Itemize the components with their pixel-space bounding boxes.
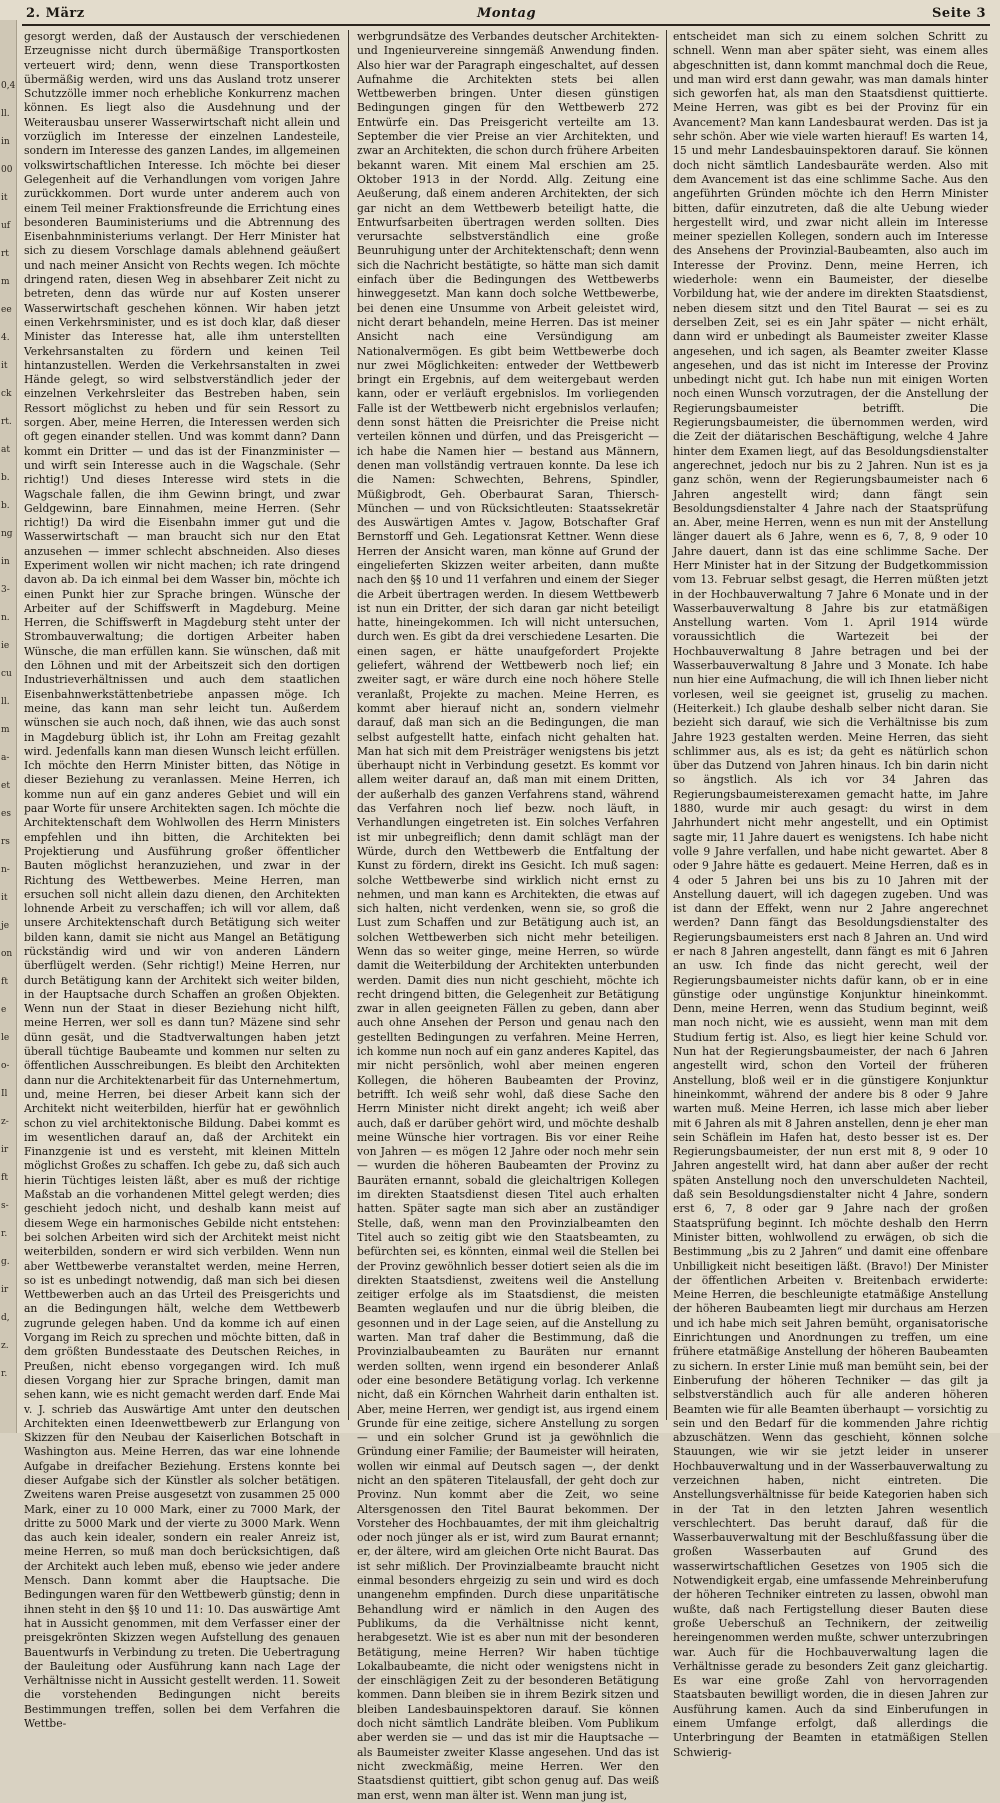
gutter-fragment: d, [1,1313,10,1323]
gutter-fragment: g. [1,1257,10,1267]
gutter-fragment: ng [1,529,13,539]
gutter-fragment: m [1,277,10,287]
gutter-fragment: cu [1,669,12,679]
header-date: 2. März [26,6,85,21]
gutter-fragment: je [1,921,10,931]
gutter-fragment: e [1,1005,7,1015]
text-column-3 [673,30,988,1759]
gutter-fragment: n- [1,865,10,875]
gutter-fragment: es [1,809,11,819]
gutter-fragment: n. [1,613,10,623]
gutter-fragment: rt [1,249,9,259]
column-divider [348,30,349,1420]
gutter-fragment: it [1,361,8,371]
gutter-fragment: z- [1,1117,9,1127]
gutter-fragment: 00 [1,165,13,175]
gutter-fragment: it [1,893,8,903]
gutter-fragment: s- [1,1201,9,1211]
gutter-fragment: ie [1,641,10,651]
gutter-fragment: ck [1,389,12,399]
gutter-fragment: Il [1,1089,8,1099]
gutter-fragment: b. [1,473,10,483]
gutter-fragment: it [1,193,8,203]
column-1-text: gesorgt werden, daß der Austausch der verschiedenen Erzeugnisse nicht durch übermäßige Transportkosten verteuert wird; denn, wenn diese Transportkosten übermäßig werden, wird uns das Ausland trotz unserer Schutzzölle immer noch erhebliche Konkurrenz machen können. Es liegt also die Ausdehnung und der Weiterausbau unserer Wasserwirtschaft nicht allein und vorzüglich im Interesse der einzelnen Landesteile, sondern im Interesse des ganzen Landes, im allgemeinen volkswirtschaftlichen Interesse. Ich möchte bei dieser Gelegenheit auf die Verhandlungen vom vorigen Jahre zurückkommen. Dort wurde unter anderem auch von einem Teil meiner Fraktionsfreunde die Errichtung eines besonderen Bauministeriums und die Abtrennung des Eisenbahnministeriums verlangt. Der Herr Minister hat sich zu diesem Vorschlage damals ablehnend geäußert und nach meiner Ansicht von Rechts wegen. Ich möchte dringend raten, diesen Weg in absehbarer Zeit nicht zu betreten, denn das würde nur auf Kosten unserer Wasserwirtschaft geschehen können. Wir haben jetzt einen Verkehrsminister, und es ist doch klar, daß dieser Minister das Interesse hat, alle ihm unterstellten Verkehrsanstalten zu fördern und keinen Teil hintanzustellen. Werden die Verkehrsanstalten in zwei Hände gelegt, so wird selbstverständlich jeder der einzelnen Verkehrsleiter das Bestreben haben, sein Ressort möglichst zu heben und für sein Ressort zu sorgen. Aber, meine Herren, die Interessen werden sich oft gegen einander stellen. Und was kommt dann? Dann kommt ein Dritter — und das ist der Finanzminister — und wirft sein Interesse auch in die Wagschale. (Sehr richtig!) Und dieses Interesse wird stets in die Wagschale fallen, die ihm Gewinn bringt, und zwar Geldgewinn, bare Einnahmen, meine Herren. (Sehr richtig!) Da wird die Eisenbahn immer gut und die Wasserwirtschaft — man braucht sich nur den Etat anzusehen — immer schlecht abschneiden. Also dieses Experiment wollen wir nicht machen; ich rate dringend davon ab. Da ich einmal bei dem Wasser bin, möchte ich einen Punkt hier zur Sprache bringen. Wünsche der Arbeiter auf der Schiffswerft in Magdeburg. Meine Herren, die Schiffswerft in Magdeburg steht unter der Strombauverwaltung; die dortigen Arbeiter haben Wünsche, die man erfüllen kann. Sie wünschen, daß mit den Löhnen und mit der Arbeitszeit sich den dortigen Industrieverhältnissen und auch dem staatlichen Eisenbahnwerkstättenbetriebe anpassen möge. Ich meine, das kann man sehr leicht tun. Außerdem wünschen sie auch noch, daß ihnen, wie das auch sonst in Magdeburg üblich ist, ihr Lohn am Freitag gezahlt wird. Jedenfalls kann man diesen Wunsch leicht erfüllen. Ich möchte den Herrn Minister bitten, das Nötige in dieser Beziehung zu veranlassen. Meine Herren, ich komme nun auf ein ganz anderes Gebiet und will ein paar Worte für unsere Architekten sagen. Ich möchte die Architektenschaft dem Wohlwollen des Herrn Ministers empfehlen und ihn bitten, die Architekten bei Projektierung und Ausführung großer öffentlicher Bauten möglichst heranzuziehen, und zwar in der Richtung des Wettbewerbes. Meine Herren, man ersuchen soll nicht allein dazu dienen, den Architekten lohnende Arbeit zu verschaffen; ich will vor allem, daß unsere Architektenschaft durch Betätigung sich weiter bilden kann, damit sie nicht aus Mangel an Betätigung rückständig wird und wir von anderen Ländern überflügelt werden. (Sehr richtig!) Meine Herren, nur durch Betätigung kann der Architekt sich weiter bilden, in der Hauptsache durch Schaffen an großen Objekten. Wenn nun der Staat in dieser Beziehung nicht hilft, meine Herren, wer soll es dann tun? Mäzene sind sehr dünn gesät, und die Stadtverwaltungen haben jetzt überall tüchtige Baubeamte und kommen nur selten zu öffentlichen Ausschreibungen. Es bleibt den Architekten dann nur die Architektenarbeit für das Unternehmertum, und, meine Herren, bei dieser Arbeit kann sich der Architekt nicht weiterbilden, hierfür hat er gewöhnlich schon zu viel architektonische Bildung. Dabei kommt es im wesentlichen darauf an, daß der Architekt ein Finanzgenie ist und es versteht, mit kleinen Mitteln möglichst Großes zu schaffen. Ich gebe zu, daß sich auch hierin Tüchtiges leisten läßt, aber es muß der richtige Maßstab an die vorhandenen Mittel gelegt werden; dies geschieht jedoch nicht, und deshalb kann meist auf diesem Wege ein harmonisches Gebilde nicht entstehen: bei solchen Arbeiten wird sich der Architekt meist nicht weiterbilden, sondern er wird sich verbilden. Wenn nun aber Wettbewerbe veranstaltet werden, meine Herren, so ist es unbedingt notwendig, daß man sich bei diesen Wettbewerben auch an das Urteil des Preisgerichts und an die Bedingungen hält, welche dem Wettbewerb zugrunde gelegen haben. Und da komme ich auf einen Vorgang im Reich zu sprechen und möchte bitten, daß in dem größten Bundesstaate des Deutschen Reiches, in Preußen, nicht ebenso vorgegangen wird. Ich muß diesen Vorgang hier zur Sprache bringen, damit man sehen kann, wie es nicht gemacht werden darf. Ende Mai v. J. schrieb das Auswärtige Amt unter den deutschen Architekten einen Ideenwettbewerb zur Erlangung von Skizzen für den Neubau der Kaiserlichen Botschaft in Washington aus. Meine Herren, das war eine lohnende Aufgabe in dreifacher Beziehung. Erstens konnte bei dieser Aufgabe sich der Künstler als solcher betätigen. Zweitens waren Preise ausgesetzt von zusammen 25 000 Mark, einer zu 10 000 Mark, einer zu 7000 Mark, der dritte zu 5000 Mark und der vierte zu 3000 Mark. Wenn das auch kein idealer, sondern ein realer Anreiz ist, meine Herren, so muß man doch berücksichtigen, daß der Architekt auch leben muß, ebenso wie jeder andere Mensch. Dann kommt aber die Hauptsache. Die Bedingungen waren für den Wettbewerb günstig; denn in ihnen steht in den §§ 10 und 11: 10. Das auswärtige Amt hat in Aussicht genommen, mit dem Verfasser einer der preisgekrönten Skizzen wegen Aufstellung des genauen Bauentwurfs in Verbindung zu treten. Die Uebertragung der Bauleitung oder Ausführung kann nach Lage der Verhältnisse nicht in Aussicht gestellt werden. 11. Soweit die vorstehenden Bedingungen nicht bereits Bestimmungen treffen, sollen bei dem Verfahren die Wettbe- [24,30,341,1731]
gutter-fragment: b. [1,501,10,511]
gutter-fragment: o- [1,1061,10,1071]
gutter-fragment: 4. [1,333,10,343]
text-column-1 [24,30,341,1731]
gutter-fragment: m [1,725,10,735]
gutter-fragment: uf [1,221,11,231]
gutter-fragment: in [1,137,10,147]
gutter-fragment: ft [1,977,8,987]
gutter-fragment: at [1,445,10,455]
gutter-fragment: z. [1,1341,9,1351]
gutter-fragment: ll. [1,697,10,707]
gutter-fragment: et [1,781,10,791]
header-weekday: Montag [477,6,537,21]
gutter-fragment: r. [1,1369,8,1379]
gutter-fragment: le [1,1033,10,1043]
gutter-fragment: on [1,949,13,959]
gutter-fragment: ft [1,1173,8,1183]
header-page-number: Seite 3 [932,6,986,21]
gutter-fragment: rs [1,837,10,847]
column-2-text: werbgrundsätze des Verbandes deutscher Architekten- und Ingenieurvereine sinngemäß Anwendung finden. Also hier war der Paragraph eingeschaltet, auf dessen Aufnahme die Architekten stets bei allen Wettbewerben bringen. Unter diesen günstigen Bedingungen gingen für den Wettbewerb 272 Entwürfe ein. Das Preisgericht verteilte am 13. September die vier Preise an vier Architekten, und zwar an Architekten, die schon durch frühere Arbeiten bekannt waren. Mit einem Mal erschien am 25. Oktober 1913 in der Nordd. Allg. Zeitung eine Aeußerung, daß einem anderen Architekten, der sich gar nicht an dem Wettbewerb beteiligt hatte, die Entwurfsarbeiten übertragen werden sollten. Dies verursachte selbstverständlich eine große Beunruhigung unter der Architektenschaft; denn wenn sich die Nachricht bestätigte, so hätte man sich damit einfach über die Bedingungen des Wettbewerbs hinweggesetzt. Man kann doch solche Wettbewerbe, bei denen eine Unsumme von Arbeit geleistet wird, nicht derart behandeln, meine Herren. Das ist meiner Ansicht nach eine Versündigung am Nationalvermögen. Es gibt beim Wettbewerbe doch nur zwei Möglichkeiten: entweder der Wettbewerb bringt ein Ergebnis, auf dem weitergebaut werden kann, oder er verläuft ergebnislos. Im vorliegenden Falle ist der Wettbewerb nicht ergebnislos verlaufen; denn sonst hätten die Preisrichter die Preise nicht verteilen können und dürfen, und das Preisgericht — ich habe die Namen hier — bestand aus Männern, denen man vollständig vertrauen konnte. Da lese ich die Namen: Schwechten, Behrens, Spindler, Müßigbrodt, Geh. Oberbaurat Saran, Thiersch-München — und von Rücksichtleuten: Staatssekretär des Auswärtigen Amtes v. Jagow, Botschafter Graf Bernstorff und Geh. Legationsrat Kettner. Wenn diese Herren der Ansicht waren, man könne auf Grund der eingelieferten Skizzen weiter arbeiten, dann mußte nach den §§ 10 und 11 verfahren und einem der Sieger die Arbeit übertragen werden. In diesem Wettbewerb ist nun ein Dritter, der sich daran gar nicht beteiligt hatte, hineingekommen. Ich will nicht untersuchen, durch wen. Es gibt da drei verschiedene Lesarten. Die einen sagen, er hätte unaufgefordert Projekte geliefert, während der Wettbewerb noch lief; ein zweiter sagt, er wäre durch eine noch höhere Stelle veranlaßt, Projekte zu machen. Meine Herren, es kommt aber hierauf nicht an, sondern vielmehr darauf, daß man sich an die Bedingungen, die man selbst aufgestellt hatte, einfach nicht gehalten hat. Man hat sich mit dem Preisträger wenigstens bis jetzt überhaupt nicht in Verbindung gesetzt. Es kommt vor allem weiter darauf an, daß man mit einem Dritten, der außerhalb des ganzen Verfahrens stand, während das Verfahren noch lief bezw. noch läuft, in Verhandlungen eingetreten ist. Ein solches Verfahren ist mir unbegreiflich; denn damit schlägt man der Würde, durch den Wettbewerb die Entfaltung der Kunst zu fördern, direkt ins Gesicht. Ich muß sagen: solche Wettbewerbe sind wirklich nicht ernst zu nehmen, und man kann es Architekten, die etwas auf sich halten, nicht verdenken, wenn sie, so groß die Lust zum Schaffen und zur Betätigung auch ist, an solchen Wettbewerben sich nicht mehr beteiligen. Wenn das so weiter ginge, meine Herren, so würde damit die Weiterbildung der Architekten unterbunden werden. Damit dies nun nicht geschieht, möchte ich recht dringend bitten, die Gelegenheit zur Betätigung zwar in allen geeigneten Fällen zu geben, dann aber auch ohne Ansehen der Person und genau nach den gestellten Bedingungen zu verfahren. Meine Herren, ich komme nun noch auf ein ganz anderes Kapitel, das mir nicht persönlich, wohl aber meinen engeren Kollegen, die höheren Baubeamten der Provinz, betrifft. Ich weiß sehr wohl, daß diese Sache den Herrn Minister nicht direkt angeht; ich weiß aber auch, daß er darüber gehört wird, und möchte deshalb meine Wünsche hier vortragen. Bis vor einer Reihe von Jahren — es mögen 12 Jahre oder noch mehr sein — wurden die höheren Baubeamten der Provinz zu Bauräten ernannt, sobald die gleichaltrigen Kollegen im direkten Staatsdienst diesen Titel auch erhalten hatten. Später sagte man sich aber an zuständiger Stelle, daß, wenn man den Provinzialbeamten den Titel auch so zeitig gibt wie den Staatsbeamten, zu befürchten sei, es könnten, einmal weil die Stellen bei der Provinz gewöhnlich besser dotiert seien als die im direkten Staatsdienst, zweitens weil die Anstellung zeitiger erfolge als im Staatsdienst, die meisten Beamten weglaufen und nur die übrig bleiben, die gesonnen und in der Lage seien, auf die Anstellung zu warten. Man traf daher die Bestimmung, daß die Provinzialbaubeamten zu Bauräten nur ernannt werden sollten, wenn irgend ein besonderer Anlaß oder eine besondere Betätigung vorlag. Ich verkenne nicht, daß ein Körnchen Wahrheit darin enthalten ist. Aber, meine Herren, wer gendigt ist, aus irgend einem Grunde für eine zeitige, sichere Anstellung zu sorgen — und ein solcher Grund ist ja gewöhnlich die Gründung einer Familie; der Baumeister will heiraten, wollen wir einmal auf Deutsch sagen —, der denkt nicht an den späteren Titelausfall, der geht doch zur Provinz. Nun kommt aber die Zeit, wo seine Altersgenossen den Titel Baurat bekommen. Der Vorsteher des Hochbauamtes, der mit ihm gleichaltrig oder noch jünger als er ist, wird zum Baurat ernannt; er, der ältere, wird am gleichen Orte nicht Baurat. Das ist sehr mißlich. Der Provinzialbeamte braucht nicht einmal besonders ehrgeizig zu sein und wird es doch unangenehm empfinden. Durch diese unparitätische Behandlung wird er nämlich in den Augen des Publikums, da die Verhältnisse nicht kennt, herabgesetzt. Wie ist es aber nun mit der besonderen Betätigung, meine Herren? Wir haben tüchtige Lokalbaubeamte, die nicht oder wenigstens nicht in der einschlägigen Zeit zu der besonderen Betätigung kommen. Dann bleiben sie in ihrem Bezirk sitzen und bleiben Landesbauinspektoren darauf. Sie können doch nicht sämtlich Landräte bleiben. Vom Publikum aber werden sie — und das ist mir die Hauptsache — als Baumeister zweiter Klasse angesehen. Und das ist nicht zweckmäßig, meine Herren. Wer den Staatsdienst quittiert, gibt schon genug auf. Das weiß man erst, wenn man älter ist. Wenn man jung ist, [357,30,660,1802]
gutter-fragment: rt. [1,417,12,427]
gutter-fragment: 3- [1,585,10,595]
gutter-fragment: ir [1,1285,9,1295]
gutter-fragment: in [1,557,10,567]
page-header [22,4,990,26]
gutter-fragment: ll. [1,109,10,119]
adjacent-page-edge [0,20,17,1433]
column-divider [666,30,667,1420]
gutter-fragment: 0,4 [1,81,16,91]
column-3-text: entscheidet man sich zu einem solchen Schritt zu schnell. Wenn man aber später sieht, was einem alles abgeschnitten ist, dann kommt manchmal doch die Reue, und man wird erst dann gewahr, was man damals hinter sich geworfen hat, als man den Staatsdienst quittierte. Meine Herren, was gibt es bei der Provinz für ein Avancement? Man kann Landesbaurat werden. Das ist ja sehr schön. Aber wie viele warten hierauf! Es warten 14, 15 und mehr Landesbauinspektoren darauf. Sie können doch nicht sämtlich Landesbauräte werden. Also mit dem Avancement ist das eine schlimme Sache. Aus den angeführten Gründen möchte ich den Herrn Minister bitten, dafür einzutreten, daß die alte Uebung wieder hergestellt wird, und zwar nicht allein im Interesse meiner speziellen Kollegen, sondern auch im Interesse des Ansehens der Provinzial-Baubeamten, also auch im Interesse der Provinz. Denn, meine Herren, ich wiederhole: wenn ein Baumeister, der dieselbe Vorbildung hat, wie der andere im direkten Staatsdienst, neben diesem sitzt und den Titel Baurat — sei es zu derselben Zeit, sei es ein Jahr später — nicht erhält, dann wird er unbedingt als Baumeister zweiter Klasse angesehen, und ich sagen, als Beamter zweiter Klasse angesehen, und das ist nicht im Interesse der Provinz unbedingt nicht gut. Ich habe nun mit einigen Worten noch einen Wunsch vorzutragen, der die Anstellung der Regierungsbaumeister betrifft. Die Regierungsbaumeister, die übernommen werden, wird die Zeit der diätarischen Beschäftigung, welche 4 Jahre hinter dem Examen liegt, auf das Besoldungsdienstalter angerechnet, jedoch nur bis zu 2 Jahren. Nun ist es ja ganz schön, wenn der Regierungsbaumeister nach 6 Jahren angestellt wird; dann fängt sein Besoldungsdienstalter 4 Jahre nach der Staatsprüfung an. Aber, meine Herren, wenn es nun mit der Anstellung länger dauert als 6 Jahre, wenn es 6, 7, 8, 9 oder 10 Jahre dauert, dann ist das eine schlimme Sache. Der Herr Minister hat in der Sitzung der Budgetkommission vom 13. Februar selbst gesagt, die Herren müßten jetzt in der Hochbauverwaltung 7 Jahre 6 Monate und in der Wasserbauverwaltung 8 Jahre bis zur etatmäßigen Anstellung warten. Vom 1. April 1914 würde voraussichtlich die Wartezeit bei der Hochbauverwaltung 8 Jahre betragen und bei der Wasserbauverwaltung 8 Jahre und 3 Monate. Ich habe nun hier eine Aufmachung, die will ich Ihnen lieber nicht vorlesen, weil sie geeignet ist, gruselig zu machen. (Heiterkeit.) Ich glaube deshalb selber nicht daran. Sie bezieht sich darauf, wie sich die Verhältnisse bis zum Jahre 1923 gestalten werden. Meine Herren, das sieht schlimmer aus, als es ist; da geht es nätürlich schon über das Dutzend von Jahren hinaus. Ich bin darin nicht so ängstlich. Als ich vor 34 Jahren das Regierungsbaumeisterexamen gemacht hatte, im Jahre 1880, wurde mir auch gesagt: du wirst in dem Jahrhundert nicht mehr angestellt, und ein Optimist sagte mir, 11 Jahre dauert es wenigstens. Ich habe nicht volle 9 Jahre verfallen, und habe nicht gewartet. Aber 8 oder 9 Jahre hätte es gedauert. Meine Herren, daß es in 4 oder 5 Jahren bei uns bis zu 10 Jahren mit der Anstellung dauert, will ich dagegen zugeben. Und was ist dann der Effekt, wenn nur 2 Jahre angerechnet werden? Dann fängt das Besoldungsdienstalter des Regierungsbaumeisters erst nach 8 Jahren an. Und wird er nach 8 Jahren angestellt, dann fängt es mit 6 Jahren an usw. Ich finde das nicht gerecht, weil der Regierungsbaumeister nichts dafür kann, ob er in eine günstige oder ungünstige Konjunktur hineinkommt. Denn, meine Herren, wenn das Studium beginnt, weiß man noch nicht, wie es aussieht, wenn man mit dem Studium fertig ist. Also, es liegt hier keine Schuld vor. Nun hat der Regierungsbaumeister, der nach 6 Jahren angestellt wird, schon den Vorteil der früheren Anstellung, bloß weil er in die günstigere Konjunktur hineinkommt, während der andere bis 8 oder 9 Jahre warten muß. Meine Herren, ich lasse mich aber lieber mit 6 Jahren als mit 8 Jahren anstellen, denn je eher man sein Schäflein im Hafen hat, desto besser ist es. Der Regierungsbaumeister, der nun erst mit 8, 9 oder 10 Jahren angestellt wird, hat dann aber außer der recht späten Anstellung noch den unverschuldeten Nachteil, daß sein Besoldungsdienstalter nicht 4 Jahre, sondern erst 6, 7, 8 oder gar 9 Jahre nach der großen Staatsprüfung beginnt. Ich möchte deshalb den Herrn Minister bitten, wohlwollend zu erwägen, ob sich die Bestimmung „bis zu 2 Jahren“ und damit eine offenbare Unbilligkeit nicht beseitigen läßt. (Bravo!) Der Minister der öffentlichen Arbeiten v. Breitenbach erwiderte: Meine Herren, die beschleunigte etatmäßige Anstellung der höheren Baubeamten liegt mir durchaus am Herzen und ich habe mich seit Jahren bemüht, organisatorische Einrichtungen und Anordnungen zu treffen, um eine frühere etatmäßige Anstellung der höheren Baubeamten zu sichern. In erster Linie muß man bemüht sein, bei der Einberufung der höheren Techniker — das gilt ja selbstverständlich auch für alle anderen höheren Beamten wie für alle Beamten überhaupt — vorsichtig zu sein und den Bedarf für die kommenden Jahre richtig abzuschätzen. Wenn das geschieht, können solche Stauungen, wie wir sie jetzt leider in unserer Hochbauverwaltung und in der Wasserbauverwaltung zu verzeichnen haben, nicht eintreten. Die Anstellungsverhältnisse für beide Kategorien haben sich in der Tat in den letzten Jahren wesentlich verschlechtert. Das beruht darauf, daß für die Wasserbauverwaltung mit der Beschlußfassung über die großen Wasserbauten auf Grund des wasserwirtschaftlichen Gesetzes von 1905 sich die Notwendigkeit ergab, eine umfassende Mehreinberufung der höheren Techniker eintreten zu lassen, obwohl man wußte, daß nach Fertigstellung dieser Bauten diese große Ueberschuß an Technikern, der zeitweilig hereingenommen werden mußte, schwer unterzubringen war. Auch für die Hochbauverwaltung lagen die Verhältnisse gerade zu besonders Zeit ganz gleichartig. Es war eine große Zahl von hervorragenden Staatsbauten bewilligt worden, die in diesen Jahren zur Ausführung kamen. Auch da sind Einberufungen in einem Umfange erfolgt, daß allerdings die Unterbringung der Beamten in etatmäßigen Stellen Schwierig- [673,30,988,1759]
text-column-2 [357,30,660,1802]
gutter-fragment: r. [1,1229,8,1239]
gutter-fragment: ir [1,1145,9,1155]
gutter-fragment: ee [1,305,12,315]
gutter-fragment: a- [1,753,10,763]
